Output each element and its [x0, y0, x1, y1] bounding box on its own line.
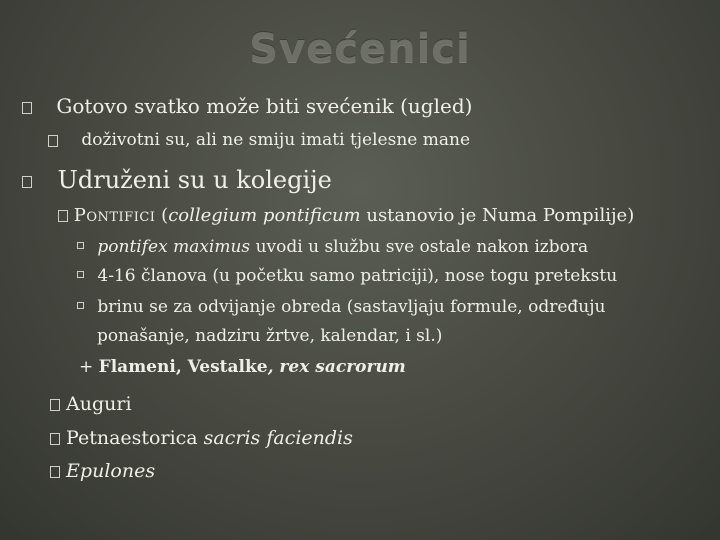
box-bullet-icon [50, 466, 60, 478]
box-bullet-icon [50, 399, 60, 411]
plus-line [79, 357, 406, 377]
bullet-auguri [50, 393, 132, 415]
flameni-vestalke: Flameni, Vestalke [98, 357, 268, 377]
box-bullet-icon [22, 176, 32, 188]
epulones-text: Epulones [66, 460, 156, 482]
sub-bullet-text: ponašanje, nadziru žrtve, kalendar, i sl.) [97, 326, 443, 346]
pontifex-maximus: pontifex maximus [97, 237, 251, 257]
auguri-text: Auguri [66, 393, 132, 415]
paren-open: ( [161, 205, 169, 226]
bullet-pontifici [58, 205, 634, 226]
bullet-epulones [50, 460, 155, 482]
petnaestorica-text: Petnaestorica [66, 427, 204, 449]
sacris-faciendis: sacris faciendis [203, 427, 353, 449]
square-bullet-icon [77, 271, 84, 278]
bullet-text: Udruženi su u kolegije [57, 166, 332, 194]
rex-sacrorum: , rex sacrorum [267, 357, 406, 377]
collegium-text: collegium pontificum [168, 205, 361, 226]
sub-bullet-3 [77, 297, 605, 317]
plus-sign: + [79, 357, 99, 377]
box-bullet-icon [48, 135, 58, 147]
sub-bullet-1 [77, 237, 588, 257]
box-bullet-icon [58, 210, 68, 222]
sub-bullet-text: 4-16 članova (u početku samo patriciji), nose togu pretekstu [97, 266, 618, 286]
bullet-text: Gotovo svatko može biti svećenik (ugled) [56, 94, 473, 118]
square-bullet-icon [77, 302, 84, 309]
bullet-text: doživotni su, ali ne smiju imati tjelesne mane [81, 130, 471, 150]
sub-bullet-2 [77, 266, 617, 286]
sub-bullet-text: uvodi u službu sve ostale nakon izbora [250, 237, 589, 257]
box-bullet-icon [22, 102, 32, 114]
box-bullet-icon [50, 433, 60, 445]
slide-title: Svećenici [249, 26, 471, 72]
bullet-line-1-1 [48, 130, 470, 150]
sub-bullet-text: brinu se za odvijanje obreda (sastavljaju formule, određuju [97, 297, 606, 317]
bullet-line-2 [22, 166, 332, 194]
pontifici-name: Pontifici [73, 205, 156, 226]
square-bullet-icon [77, 242, 84, 249]
pontifici-rest: ustanovio je Numa Pompilije) [360, 205, 635, 226]
bullet-petnaestorica [50, 427, 353, 449]
bullet-line-1 [22, 94, 472, 118]
sub-bullet-3-cont [97, 326, 442, 346]
